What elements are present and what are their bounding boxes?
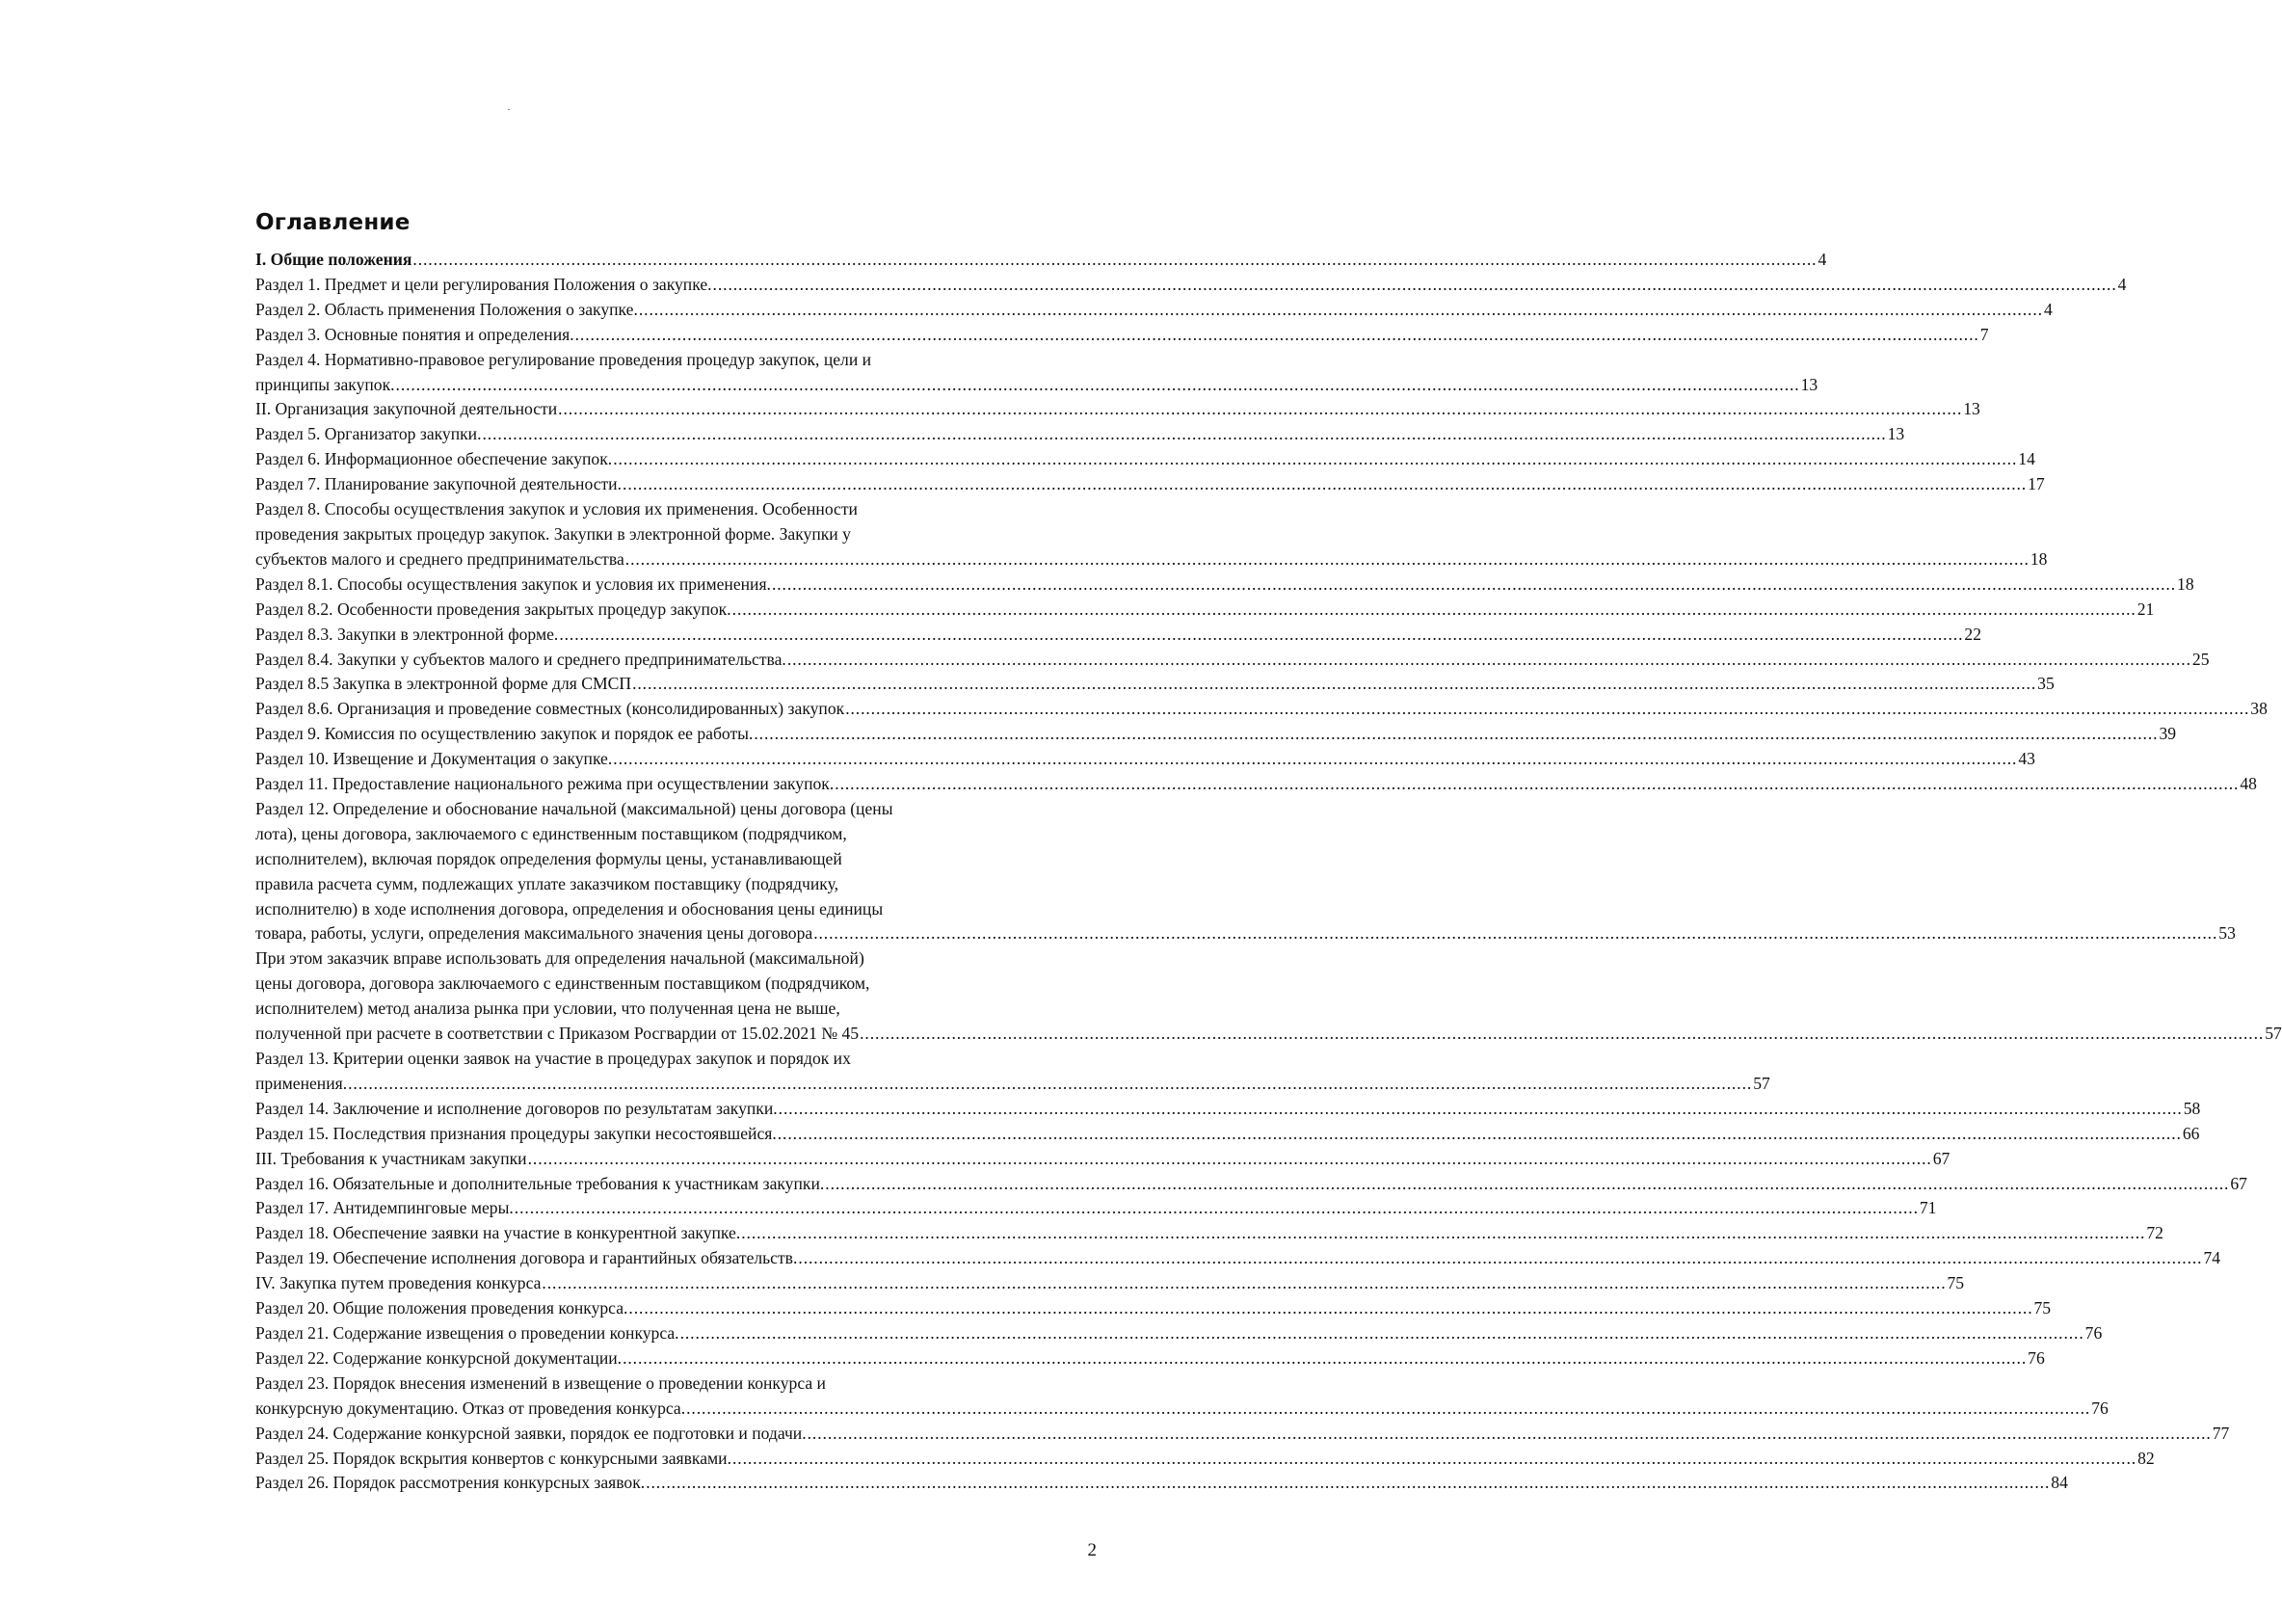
- toc-entry-page-number: 57: [2265, 1024, 2282, 1044]
- toc-entry-last-line: [255, 1097, 2201, 1122]
- toc-entry-page-number: 66: [2182, 1123, 2200, 1143]
- toc-entry-last-line: [255, 447, 2035, 472]
- dot-leader: [732, 598, 2136, 623]
- toc-entry-last-line: [255, 598, 2155, 623]
- toc-entry-title: субъектов малого и среднего предпринимательства: [255, 548, 624, 569]
- toc-entry-line: проведения закрытых процедур закупок. Закупки в электронной форме. Закупки у: [255, 523, 851, 544]
- toc-entry-last-line: [255, 747, 2035, 772]
- toc-entry-page-number: 25: [2191, 649, 2210, 669]
- toc-entry-line: Раздел 12. Определение и обоснование начальной (максимальной) цены договора (цены: [255, 798, 893, 818]
- dot-leader: [680, 1321, 2084, 1346]
- toc-entry-last-line: [255, 472, 2045, 497]
- toc-entry-title: Раздел 22. Содержание конкурсной документации.: [255, 1347, 623, 1368]
- toc-entry[interactable]: [255, 598, 2155, 623]
- dot-leader: [396, 373, 1800, 398]
- toc-entry-page-number: 58: [2183, 1098, 2201, 1118]
- toc-entry-line: При этом заказчик вправе использовать для определения начальной (максимальной): [255, 948, 864, 969]
- dot-leader: [348, 1072, 1752, 1097]
- toc-entry-title: Раздел 19. Обеспечение исполнения договора и гарантийных обязательств.: [255, 1248, 798, 1268]
- toc-entry-line: исполнителем), включая порядок определения формулы цены, устанавливающей: [255, 848, 842, 868]
- toc-entry-last-line: [255, 772, 2257, 797]
- toc-entry[interactable]: [255, 1122, 2200, 1147]
- toc-entry-page-number: 76: [2084, 1322, 2103, 1343]
- toc-entry-last-line: [255, 1172, 2247, 1197]
- toc-entry-title: Раздел 24. Содержание конкурсной заявки, порядок ее подготовки и подачи.: [255, 1423, 807, 1443]
- dot-leader: [558, 397, 1962, 422]
- toc-entry-page-number: 13: [1887, 424, 1905, 444]
- toc-entry-page-number: 76: [2091, 1398, 2109, 1418]
- toc-entry-last-line: [255, 1422, 2230, 1447]
- toc-entry-last-line: [255, 298, 2053, 323]
- toc-entry[interactable]: [255, 298, 2053, 323]
- toc-entry-title: применения.: [255, 1073, 348, 1093]
- toc-entry-line: Раздел 8. Способы осуществления закупок и условия их применения. Особенности: [255, 499, 858, 519]
- toc-entry-title: Раздел 1. Предмет и цели регулирования Положения о закупке.: [255, 274, 712, 294]
- dot-leader: [515, 1196, 1919, 1221]
- page-title: Оглавление: [255, 210, 411, 235]
- toc-entry-title: Раздел 8.2. Особенности проведения закрытых процедур закупок.: [255, 599, 731, 619]
- toc-entry[interactable]: [255, 397, 1980, 422]
- toc-entry-page-number: 4: [2117, 274, 2127, 294]
- toc-entry-title: Раздел 8.4. Закупки у субъектов малого и среднего предпринимательства.: [255, 649, 786, 669]
- toc-entry-title: Раздел 2. Область применения Положения о закупке.: [255, 299, 638, 319]
- toc-entry-title: полученной при расчете в соответствии с Приказом Росгвардии от 15.02.2021 № 45: [255, 1024, 860, 1044]
- toc-entry-page-number: 75: [1947, 1273, 1965, 1293]
- toc-entry[interactable]: [255, 623, 1981, 648]
- toc-entry[interactable]: [255, 1097, 2201, 1122]
- toc-entry-page-number: 21: [2136, 599, 2155, 619]
- toc-entry-page-number: 75: [2033, 1298, 2052, 1318]
- toc-entry-page-number: 74: [2203, 1248, 2221, 1268]
- toc-entry-last-line: [255, 623, 1981, 648]
- toc-entry-page-number: 76: [2028, 1347, 2045, 1368]
- toc-entry-last-line: [255, 422, 1905, 447]
- toc-entry-page-number: 38: [2250, 699, 2268, 719]
- toc-entry-page-number: 67: [2230, 1173, 2247, 1193]
- dot-leader: [613, 447, 2017, 472]
- dot-leader: [625, 547, 2030, 572]
- toc-entry[interactable]: [255, 1447, 2155, 1472]
- toc-entry-last-line: [255, 572, 2194, 598]
- toc-entry-line: исполнителю) в ходе исполнения договора, определения и обоснования цены единицы: [255, 898, 884, 918]
- toc-entry-page-number: 18: [2030, 548, 2048, 569]
- dot-leader: [623, 472, 2027, 497]
- toc-entry[interactable]: [255, 1271, 1965, 1296]
- toc-entry-last-line: [255, 1246, 2221, 1271]
- toc-entry-page-number: 35: [2037, 674, 2055, 694]
- toc-entry-page-number: 22: [1964, 624, 1981, 644]
- toc-entry-title: конкурсную документацию. Отказ от проведения конкурса.: [255, 1398, 686, 1418]
- toc-entry[interactable]: [255, 797, 2236, 946]
- toc-entry[interactable]: [255, 497, 2048, 572]
- toc-entry-last-line: [255, 921, 2236, 946]
- toc-entry-title: IV. Закупка путем проведения конкурса: [255, 1273, 542, 1293]
- toc-entry-line: цены договора, договора заключаемого с единственным поставщиком (подрядчиком,: [255, 973, 870, 994]
- toc-entry[interactable]: [255, 447, 2035, 472]
- dot-leader: [528, 1147, 1932, 1172]
- toc-entry-last-line: [255, 697, 2268, 722]
- toc-entry-title: товара, работы, услуги, определения максимального значения цены договора: [255, 923, 813, 944]
- toc-entry-last-line: [255, 1346, 2045, 1371]
- toc-entry-last-line: [255, 547, 2048, 572]
- dot-leader: [813, 921, 2217, 946]
- toc-entry[interactable]: [255, 747, 2035, 772]
- toc-entry-title: Раздел 17. Антидемпинговые меры.: [255, 1198, 514, 1218]
- toc-entry[interactable]: [255, 722, 2177, 747]
- dot-leader: [412, 248, 1817, 273]
- toc-entry-page-number: 14: [2018, 449, 2035, 469]
- toc-entry-page-number: 72: [2146, 1223, 2163, 1243]
- toc-entry[interactable]: [255, 1371, 2109, 1422]
- toc-entry-title: Раздел 20. Общие положения проведения конкурса.: [255, 1298, 628, 1318]
- toc-entry[interactable]: [255, 772, 2257, 797]
- toc-entry-page-number: 13: [1963, 399, 1980, 419]
- toc-entry-last-line: [255, 373, 1818, 398]
- dot-leader: [559, 623, 1963, 648]
- toc-entry[interactable]: [255, 472, 2045, 497]
- dot-leader: [779, 1097, 2183, 1122]
- dot-leader: [628, 1296, 2032, 1321]
- toc-entry-page-number: 7: [1979, 324, 1989, 344]
- dot-leader: [798, 1246, 2202, 1271]
- dot-leader: [632, 672, 2036, 697]
- toc-entry-title: Раздел 9. Комиссия по осуществлению закупок и порядок ее работы.: [255, 724, 754, 744]
- toc-entry-page-number: 84: [2051, 1473, 2068, 1493]
- dot-leader: [778, 1122, 2182, 1147]
- toc-entry-last-line: [255, 397, 1980, 422]
- dot-leader: [542, 1271, 1946, 1296]
- toc-entry-line: правила расчета сумм, подлежащих уплате заказчиком поставщику (подрядчику,: [255, 873, 839, 893]
- toc-entry-title: Раздел 14. Заключение и исполнение договоров по результатам закупки.: [255, 1098, 778, 1118]
- toc-entry-title: I. Общие положения: [255, 250, 412, 269]
- toc-entry-page-number: 13: [1800, 374, 1818, 394]
- dot-leader: [754, 722, 2158, 747]
- toc-entry[interactable]: [255, 697, 2268, 722]
- toc-entry-page-number: 4: [1818, 250, 1827, 269]
- toc-entry[interactable]: [255, 348, 1818, 398]
- toc-entry-last-line: [255, 323, 1989, 348]
- toc-entry[interactable]: [255, 648, 2210, 673]
- toc-entry-last-line: [255, 1271, 1965, 1296]
- toc-entry-line: лота), цены договора, заключаемого с единственным поставщиком (подрядчиком,: [255, 823, 847, 843]
- toc-entry-title: II. Организация закупочной деятельности: [255, 399, 558, 419]
- toc-entry-title: Раздел 8.1. Способы осуществления закупок и условия их применения.: [255, 573, 771, 594]
- toc-entry-last-line: [255, 1022, 2282, 1047]
- toc-entry[interactable]: [255, 1047, 1770, 1097]
- page-number: 2: [1087, 1540, 1097, 1560]
- toc-entry[interactable]: [255, 422, 1905, 447]
- toc-entry[interactable]: [255, 1296, 2052, 1321]
- toc-entry-page-number: 48: [2240, 774, 2257, 794]
- dot-leader: [835, 772, 2239, 797]
- toc-entry-title: Раздел 26. Порядок рассмотрения конкурсных заявок.: [255, 1473, 646, 1493]
- toc-entry-title: Раздел 6. Информационное обеспечение закупок.: [255, 449, 613, 469]
- toc-entry-title: Раздел 7. Планирование закупочной деятельности.: [255, 474, 623, 494]
- toc-entry-page-number: 71: [1919, 1198, 1937, 1218]
- toc-entry-last-line: [255, 672, 2055, 697]
- toc-entry-last-line: [255, 1196, 1937, 1221]
- toc-entry-last-line: [255, 273, 2127, 298]
- dot-leader: [713, 273, 2117, 298]
- dot-leader: [686, 1397, 2090, 1422]
- toc-entry-last-line: [255, 1397, 2109, 1422]
- toc-entry-title: принципы закупок.: [255, 374, 395, 394]
- toc-entry-title: Раздел 8.3. Закупки в электронной форме.: [255, 624, 559, 644]
- toc-entry-last-line: [255, 1072, 1770, 1097]
- toc-entry-title: Раздел 11. Предоставление национального режима при осуществлении закупок.: [255, 774, 835, 794]
- toc-entry-last-line: [255, 722, 2177, 747]
- toc-entry[interactable]: [255, 672, 2055, 697]
- toc-entry-page-number: 4: [2043, 299, 2053, 319]
- toc-entry-line: Раздел 4. Нормативно-правовое регулирование проведения процедур закупок, цели и: [255, 349, 872, 369]
- dot-leader: [741, 1221, 2145, 1246]
- dot-leader: [623, 1346, 2027, 1371]
- toc-entry-page-number: 53: [2218, 923, 2236, 944]
- toc-entry-title: Раздел 8.5 Закупка в электронной форме для СМСП: [255, 674, 632, 694]
- toc-entry-page-number: 43: [2018, 749, 2035, 769]
- toc-entry[interactable]: [255, 323, 1989, 348]
- toc-entry[interactable]: [255, 1422, 2230, 1447]
- toc-entry[interactable]: [255, 1471, 2068, 1496]
- toc-entry-page-number: 18: [2177, 573, 2194, 594]
- toc-entry[interactable]: [255, 1172, 2247, 1197]
- dot-leader: [639, 298, 2043, 323]
- dot-leader: [825, 1172, 2229, 1197]
- toc-entry[interactable]: [255, 572, 2194, 598]
- table-of-contents: [255, 248, 2282, 1496]
- toc-entry-last-line: [255, 248, 1827, 273]
- toc-entry-title: Раздел 8.6. Организация и проведение совместных (консолидированных) закупок: [255, 699, 845, 719]
- dot-leader: [845, 697, 2249, 722]
- toc-entry-page-number: 82: [2137, 1448, 2155, 1468]
- toc-entry-title: Раздел 15. Последствия признания процедуры закупки несостоявшейся.: [255, 1123, 777, 1143]
- toc-entry[interactable]: [255, 248, 1827, 273]
- toc-entry-title: Раздел 10. Извещение и Документация о закупке.: [255, 749, 613, 769]
- toc-entry-last-line: [255, 1296, 2052, 1321]
- toc-entry-last-line: [255, 1321, 2103, 1346]
- toc-entry-page-number: 57: [1753, 1073, 1770, 1093]
- toc-entry-title: Раздел 21. Содержание извещения о проведении конкурса.: [255, 1322, 679, 1343]
- toc-entry-last-line: [255, 1122, 2200, 1147]
- toc-entry-page-number: 77: [2212, 1423, 2230, 1443]
- dot-leader: [575, 323, 1979, 348]
- dot-leader: [646, 1471, 2050, 1496]
- dot-leader: [860, 1022, 2264, 1047]
- toc-entry[interactable]: [255, 1196, 1937, 1221]
- dot-leader: [613, 747, 2017, 772]
- dot-leader: [787, 648, 2191, 673]
- toc-entry-title: Раздел 3. Основные понятия и определения.: [255, 324, 574, 344]
- scan-speck: [508, 109, 510, 110]
- toc-entry-last-line: [255, 1447, 2155, 1472]
- dot-leader: [732, 1447, 2136, 1472]
- toc-entry[interactable]: [255, 1246, 2221, 1271]
- toc-entry-title: Раздел 25. Порядок вскрытия конвертов с конкурсными заявками.: [255, 1448, 731, 1468]
- toc-entry[interactable]: [255, 1346, 2045, 1371]
- toc-entry-last-line: [255, 648, 2210, 673]
- dot-leader: [772, 572, 2176, 598]
- toc-entry-line: Раздел 23. Порядок внесения изменений в извещение о проведении конкурса и: [255, 1372, 826, 1393]
- toc-entry[interactable]: [255, 1147, 1950, 1172]
- toc-entry-last-line: [255, 1471, 2068, 1496]
- toc-entry-title: Раздел 5. Организатор закупки.: [255, 424, 482, 444]
- toc-entry-line: исполнителем) метод анализа рынка при условии, что полученная цена не выше,: [255, 998, 840, 1019]
- toc-entry-line: Раздел 13. Критерии оценки заявок на участие в процедурах закупок и порядок их: [255, 1049, 851, 1068]
- toc-entry[interactable]: [255, 1321, 2103, 1346]
- toc-entry[interactable]: [255, 273, 2127, 298]
- dot-leader: [483, 422, 1887, 447]
- toc-entry-page-number: 39: [2159, 724, 2177, 744]
- dot-leader: [808, 1422, 2212, 1447]
- toc-entry[interactable]: [255, 1221, 2163, 1246]
- toc-entry-last-line: [255, 1221, 2163, 1246]
- toc-entry-page-number: 67: [1932, 1148, 1950, 1168]
- toc-entry-title: Раздел 18. Обеспечение заявки на участие в конкурентной закупке.: [255, 1223, 741, 1243]
- toc-entry[interactable]: [255, 946, 2282, 1047]
- toc-entry-page-number: 17: [2028, 474, 2045, 494]
- toc-entry-title: III. Требования к участникам закупки: [255, 1148, 527, 1168]
- toc-entry-title: Раздел 16. Обязательные и дополнительные требования к участникам закупки.: [255, 1173, 825, 1193]
- toc-entry-last-line: [255, 1147, 1950, 1172]
